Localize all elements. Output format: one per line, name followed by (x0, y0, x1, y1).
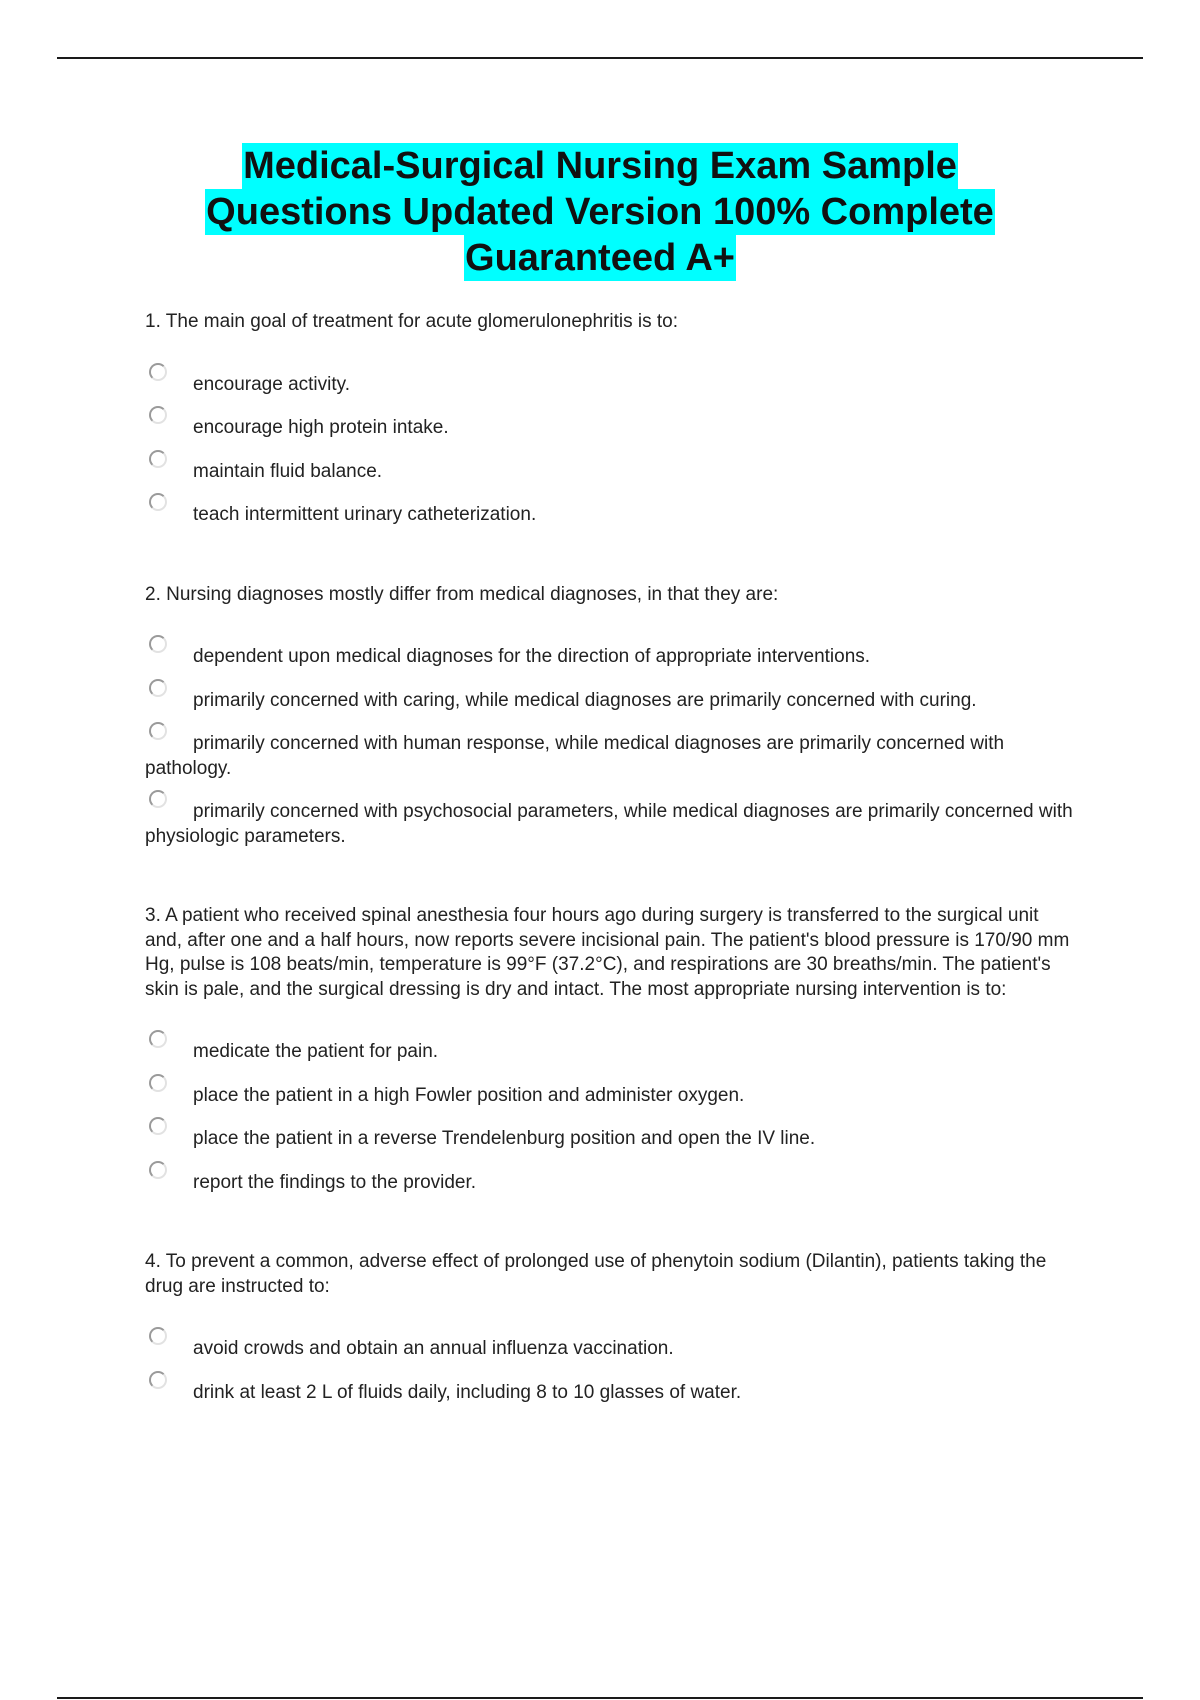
option-label: place the patient in a reverse Trendelenburg position and open the IV line. (193, 1128, 816, 1149)
option-label: avoid crowds and obtain an annual influenza vaccination. (193, 1338, 674, 1359)
option-label: place the patient in a high Fowler position and administer oxygen. (193, 1084, 745, 1106)
option-label: maintain fluid balance. (193, 460, 383, 482)
page-title (100, 143, 1100, 281)
question-3 (145, 904, 1075, 1195)
answer-option[interactable] (145, 367, 1075, 398)
answer-option[interactable] (145, 497, 1075, 528)
radio-button-icon[interactable] (149, 1327, 167, 1345)
option-label: primarily concerned with human response, while medical diagnoses are primarily concerned with pathology. (145, 733, 1005, 779)
option-label: encourage activity. (193, 373, 351, 395)
answer-option[interactable] (145, 1078, 1075, 1109)
answer-option[interactable] (145, 683, 1075, 714)
question-list (145, 310, 1075, 1418)
option-label: encourage high protein intake. (193, 417, 449, 438)
radio-button-icon[interactable] (149, 1074, 167, 1092)
radio-button-icon[interactable] (149, 722, 167, 740)
radio-button-icon[interactable] (149, 1161, 167, 1179)
option-label: dependent upon medical diagnoses for the direction of appropriate interventions. (193, 646, 871, 667)
radio-button-icon[interactable] (149, 790, 167, 808)
option-label: primarily concerned with caring, while medical diagnoses are primarily concerned with curing. (193, 689, 977, 711)
radio-button-icon[interactable] (149, 1371, 167, 1389)
radio-button-icon[interactable] (149, 450, 167, 468)
radio-button-icon[interactable] (149, 1117, 167, 1135)
bottom-rule (57, 1697, 1143, 1699)
answer-option[interactable] (145, 1331, 1075, 1362)
option-label: primarily concerned with psychosocial parameters, while medical diagnoses are primarily concerned with physiologic parameters. (145, 801, 1073, 847)
question-spacer (145, 1208, 1075, 1250)
answer-option[interactable] (145, 639, 1075, 670)
title-line: Guaranteed A+ (465, 237, 735, 279)
question-spacer (145, 541, 1075, 583)
title-line: Medical-Surgical Nursing Exam Sample (243, 145, 957, 187)
answer-option[interactable] (145, 410, 1075, 441)
radio-button-icon[interactable] (149, 363, 167, 381)
option-label: medicate the patient for pain. (193, 1041, 439, 1062)
answer-option[interactable] (145, 1034, 1075, 1065)
radio-button-icon[interactable] (149, 635, 167, 653)
question-2 (145, 583, 1075, 850)
question-text: 1. The main goal of treatment for acute glomerulonephritis is to: (145, 311, 678, 332)
radio-button-icon[interactable] (149, 1030, 167, 1048)
answer-option[interactable] (145, 1121, 1075, 1152)
answer-option[interactable] (145, 454, 1075, 485)
question-text: 3. A patient who received spinal anesthesia four hours ago during surgery is transferred to the surgical unit and, after one and a half hours, now reports severe incisional pain. The patient's blood pressure is 170/90 mm Hg, pulse is 108 beats/min, temperature is 99°F (37.2°C), and respirations are 30 breaths/min. The patient's skin is pale, and the surgical dressing is dry and intact. The most appropriate nursing intervention is to: (145, 905, 1070, 1000)
radio-button-icon[interactable] (149, 493, 167, 511)
question-1 (145, 310, 1075, 528)
radio-button-icon[interactable] (149, 679, 167, 697)
top-rule (57, 57, 1143, 59)
title-line: Questions Updated Version 100% Complete (206, 191, 994, 233)
option-label: report the findings to the provider. (193, 1171, 477, 1193)
answer-option[interactable] (145, 1375, 1075, 1406)
radio-button-icon[interactable] (149, 406, 167, 424)
question-4 (145, 1250, 1075, 1405)
answer-option[interactable] (145, 794, 1075, 849)
answer-option[interactable] (145, 726, 1075, 781)
question-spacer (145, 862, 1075, 904)
option-label: teach intermittent urinary catheterization. (193, 504, 537, 525)
question-text: 4. To prevent a common, adverse effect of prolonged use of phenytoin sodium (Dilantin), patients taking the drug are instructed to: (145, 1251, 1047, 1297)
question-text: 2. Nursing diagnoses mostly differ from medical diagnoses, in that they are: (145, 583, 779, 605)
answer-option[interactable] (145, 1165, 1075, 1196)
option-label: drink at least 2 L of fluids daily, including 8 to 10 glasses of water. (193, 1381, 742, 1403)
